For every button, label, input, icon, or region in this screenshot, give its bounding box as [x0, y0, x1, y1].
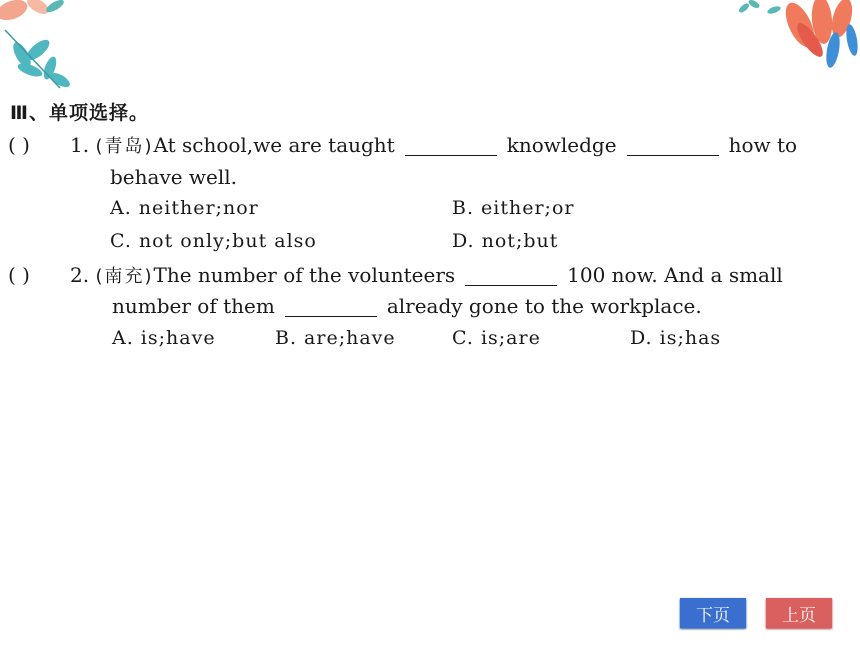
option-d: D. is;has — [630, 327, 722, 349]
question-text: how to — [728, 133, 798, 157]
question-text: The number of the volunteers — [153, 263, 456, 287]
answer-paren[interactable]: ( ) — [8, 263, 30, 287]
answer-blank — [285, 298, 377, 317]
question-text: number of them — [112, 294, 275, 318]
question-text: 100 now. And a small — [567, 263, 783, 287]
question-2-line-2 — [112, 294, 702, 318]
question-text: At school,we are taught — [153, 133, 395, 157]
option-a: A. is;have — [112, 327, 216, 349]
option-c: C. not only;but also — [110, 230, 317, 252]
question-number: 1. — [70, 133, 90, 157]
leaf-decoration-right — [730, 0, 860, 75]
answer-paren[interactable]: ( ) — [8, 133, 30, 157]
option-b: B. are;have — [275, 327, 396, 349]
previous-page-button[interactable]: 上页 — [766, 598, 832, 628]
next-page-button[interactable]: 下页 — [680, 598, 746, 628]
option-c: C. is;are — [452, 327, 541, 349]
question-text: knowledge — [506, 133, 617, 157]
answer-blank — [627, 137, 719, 156]
question-1-line-1 — [8, 132, 797, 158]
question-number: 2. — [70, 263, 90, 287]
question-source: (南充) — [95, 266, 154, 287]
question-source: (青岛) — [95, 136, 154, 157]
question-text: already gone to the workplace. — [386, 294, 702, 318]
option-a: A. neither;nor — [110, 197, 259, 219]
question-2-line-1 — [8, 262, 783, 288]
option-b: B. either;or — [452, 197, 575, 219]
option-d: D. not;but — [452, 230, 559, 252]
leaf-decoration-left — [0, 0, 90, 95]
answer-blank — [405, 137, 497, 156]
question-1-line-2: behave well. — [110, 165, 238, 189]
section-title: Ⅲ、单项选择。 — [10, 102, 149, 124]
answer-blank — [465, 267, 557, 286]
